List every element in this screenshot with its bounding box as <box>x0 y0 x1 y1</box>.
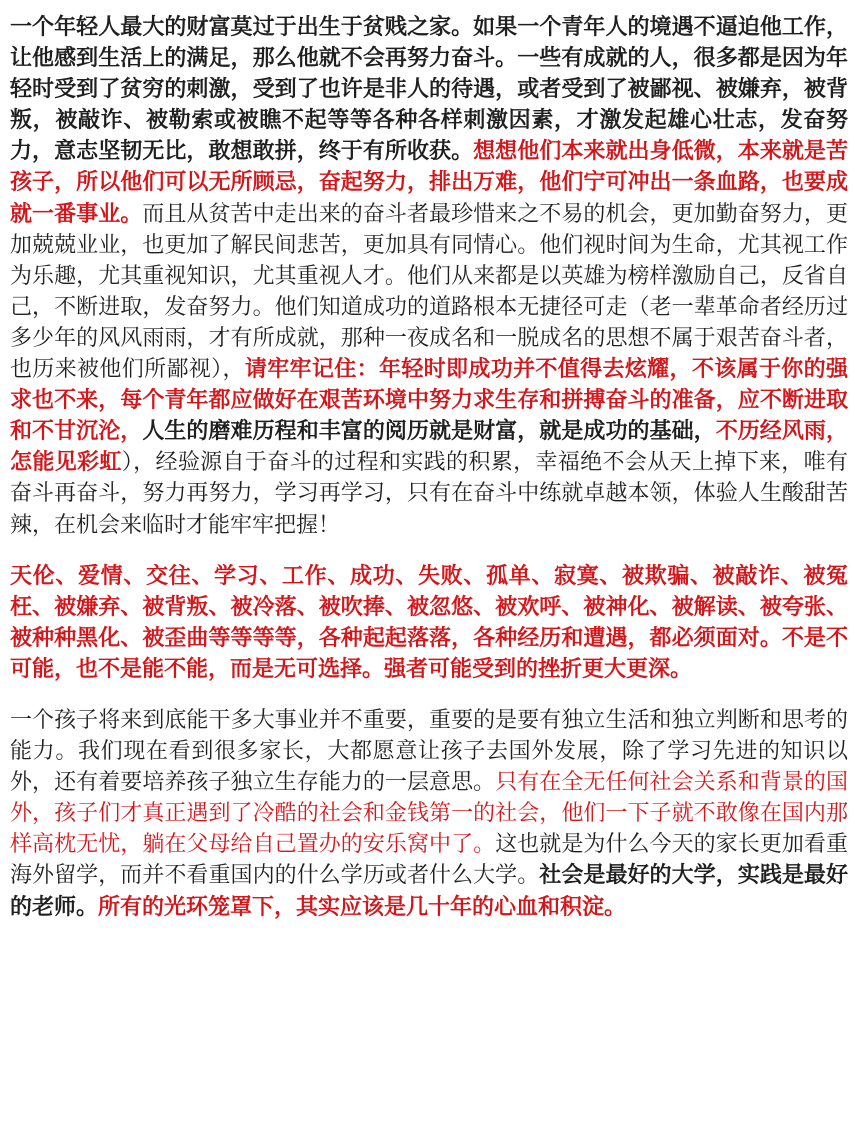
text-segment: 而且从贫苦中走出来的奋斗者最珍惜来之不易的机会，更加勤奋努力，更加兢兢业业，也更加了解民间悲苦，更加具有同情心。他们视时间为生命，尤其视工作为乐趣，尤其重视知识，尤其重视人才。他们从来都是以英雄为榜样激励自己，反省自己，不断进取，发奋努力。他们知道成功的道路根本无捷径可走（老一辈革命者经历过多少年的风风雨雨，才有所成就，那种一夜成名和一脱成名的思想不属于艰苦奋斗者，也历来被他们所鄙视）， <box>10 201 848 383</box>
paragraph-2 <box>10 561 848 685</box>
text-segment: 人生的磨难历程和丰富的阅历就是财富，就是成功的基础， <box>142 419 716 445</box>
highlighted-text-segment: 请牢牢记住：年轻时即成功并不值得去炫耀，不该属于你的强求也不来，每个青年都应做好在艰苦环境中努力求生存和拼搏奋斗的准备，应不断进取和不甘沉沦， <box>10 357 848 445</box>
highlighted-text-segment: 天伦、爱情、交往、学习、工作、成功、失败、孤单、寂寞、被欺骗、被敲诈、被冤枉、被嫌弃、被背叛、被冷落、被吹捧、被忽悠、被欢呼、被神化、被解读、被夸张、被种种黑化、被歪曲等等等等，各种起起落落，各种经历和遭遇，都必须面对。不是不可能，也不是能不能，而是无可选择。强者可能受到的挫折更大更深。 <box>10 563 848 682</box>
highlighted-text-segment: 只有在全无任何社会关系和背景的国外，孩子们才真正遇到了冷酷的社会和金钱第一的社会，他们一下子就不敢像在国内那样高枕无忧，躺在父母给自己置办的安乐窝中了。 <box>10 770 848 858</box>
highlighted-text-segment: 想想他们本来就出身低微，本来就是苦孩子，所以他们可以无所顾忌，奋起努力，排出万难，他们宁可冲出一条血路，也要成就一番事业。 <box>10 139 848 227</box>
text-segment: 一个年轻人最大的财富莫过于出生于贫贱之家。如果一个青年人的境遇不逼迫他工作，让他感到生活上的满足，那么他就不会再努力奋斗。一些有成就的人，很多都是因为年轻时受到了贫穷的刺激，受到了也许是非人的待遇，或者受到了被鄙视、被嫌弃，被背叛，被敲诈、被勒索或被瞧不起等等各种各样刺激因素，才激发起雄心壮志，发奋努力，意志坚韧无比，敢想敢拼，终于有所收获。 <box>10 15 848 165</box>
highlighted-text-segment: 不历经风雨，怎能见彩虹 <box>10 419 848 476</box>
text-segment: ），经验源自于奋斗的过程和实践的积累，幸福绝不会从天上掉下来，唯有奋斗再奋斗，努力再努力，学习再学习，只有在奋斗中练就卓越本领，体验人生酸甜苦辣，在机会来临时才能牢牢把握！ <box>10 450 848 538</box>
article-body <box>10 12 848 923</box>
text-segment: 这也就是为什么今天的家长更加看重海外留学，而并不看重国内的什么学历或者什么大学。 <box>10 832 848 889</box>
text-segment: 社会是最好的大学，实践是最好的老师。 <box>10 863 848 920</box>
paragraph-3 <box>10 705 848 923</box>
highlighted-text-segment: 所有的光环笼罩下，其实应该是几十年的心血和积淀。 <box>98 894 627 920</box>
text-segment: 一个孩子将来到底能干多大事业并不重要，重要的是要有独立生活和独立判断和思考的能力。我们现在看到很多家长，大都愿意让孩子去国外发展，除了学习先进的知识以外，还有着要培养孩子独立生存能力的一层意思。 <box>10 707 848 796</box>
paragraph-1 <box>10 12 848 541</box>
